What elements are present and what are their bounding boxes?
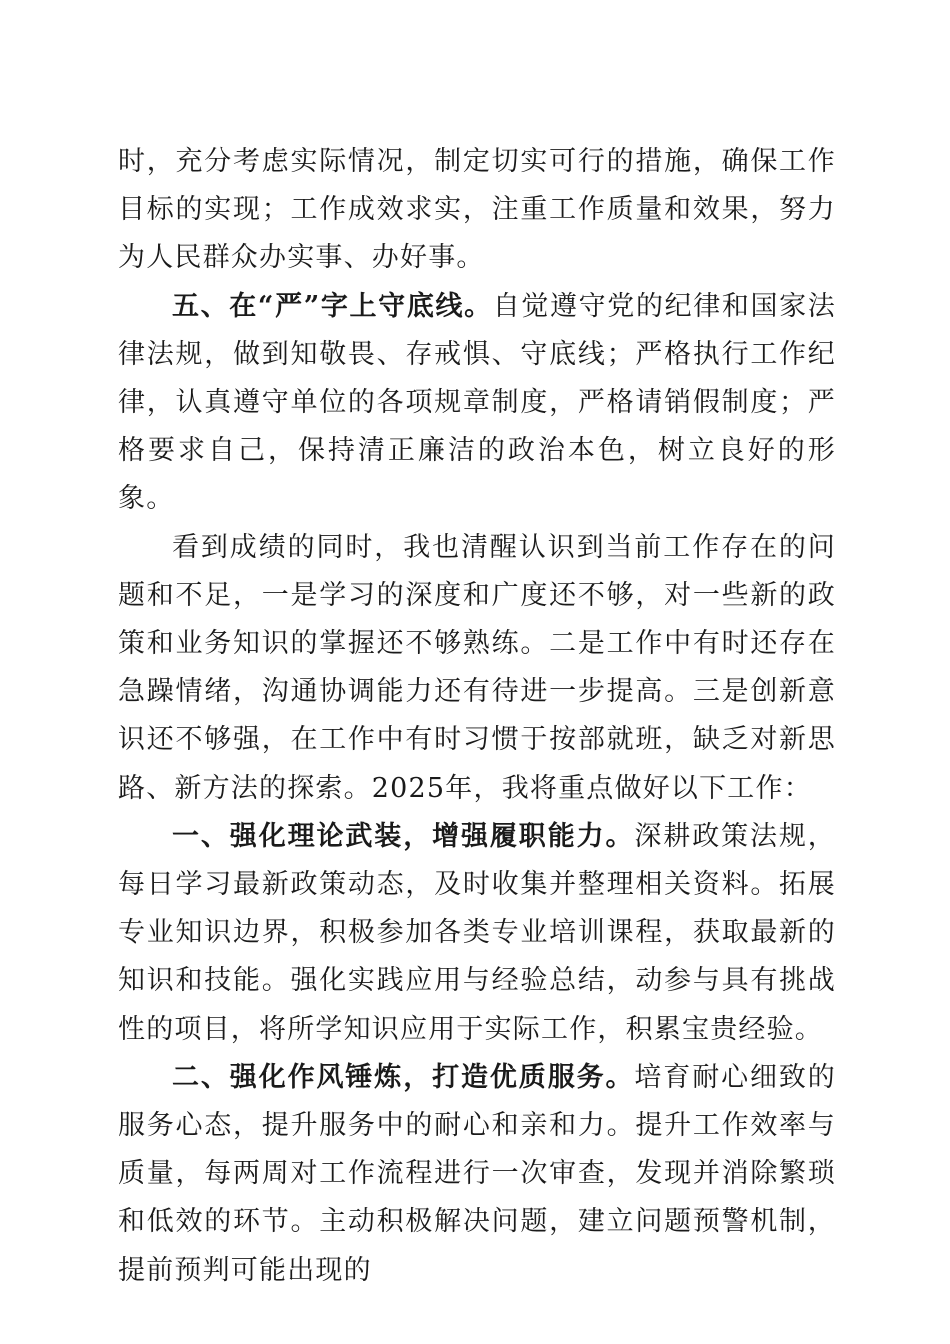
paragraph-text: 自觉遵守党的纪律和国家法律法规，做到知敬畏、存戒惧、守底线；严格执行工作纪律，认真遵守单位的各项规章制度，严格请销假制度；严格要求自己，保持清正廉洁的政治本色，树立良好的形象。 xyxy=(118,290,836,515)
paragraph-heading: 二、强化作风锤炼，打造优质服务。 xyxy=(172,1061,635,1093)
paragraph-section-five xyxy=(118,283,836,524)
paragraph-plan-two xyxy=(118,1054,836,1295)
paragraph-text: 深耕政策法规，每日学习最新政策动态，及时收集并整理相关资料。拓展专业知识边界，积极参加各类专业培训课程，获取最新的知识和技能。强化实践应用与经验总结，动参与具有挑战性的项目，将所学知识应用于实际工作，积累宝贵经验。 xyxy=(118,820,837,1045)
paragraph-heading: 一、强化理论武装，增强履职能力。 xyxy=(172,820,635,852)
paragraph-problems xyxy=(118,524,836,813)
paragraph-plan-one xyxy=(118,813,836,1054)
paragraph-text: 看到成绩的同时，我也清醒认识到当前工作存在的问题和不足，一是学习的深度和广度还不够，对一些新的政策和业务知识的掌握还不够熟练。二是工作中有时还存在急躁情绪，沟通协调能力还有待进一步提高。三是创新意识还不够强，在工作中有时习惯于按部就班，缺乏对新思路、新方法的探索。2025年，我将重点做好以下工作： xyxy=(118,531,836,804)
document-body xyxy=(118,138,836,1295)
paragraph-text: 时，充分考虑实际情况，制定切实可行的措施，确保工作目标的实现；工作成效求实，注重工作质量和效果，努力为人民群众办实事、办好事。 xyxy=(118,146,836,274)
paragraph-text: 培育耐心细致的服务心态，提升服务中的耐心和亲和力。提升工作效率与质量，每两周对工作流程进行一次审查，发现并消除繁琐和低效的环节。主动积极解决问题，建立问题预警机制，提前预判可能出现的 xyxy=(118,1061,837,1286)
paragraph-continuation xyxy=(118,138,836,283)
paragraph-heading: 五、在“严”字上守底线。 xyxy=(172,290,493,322)
